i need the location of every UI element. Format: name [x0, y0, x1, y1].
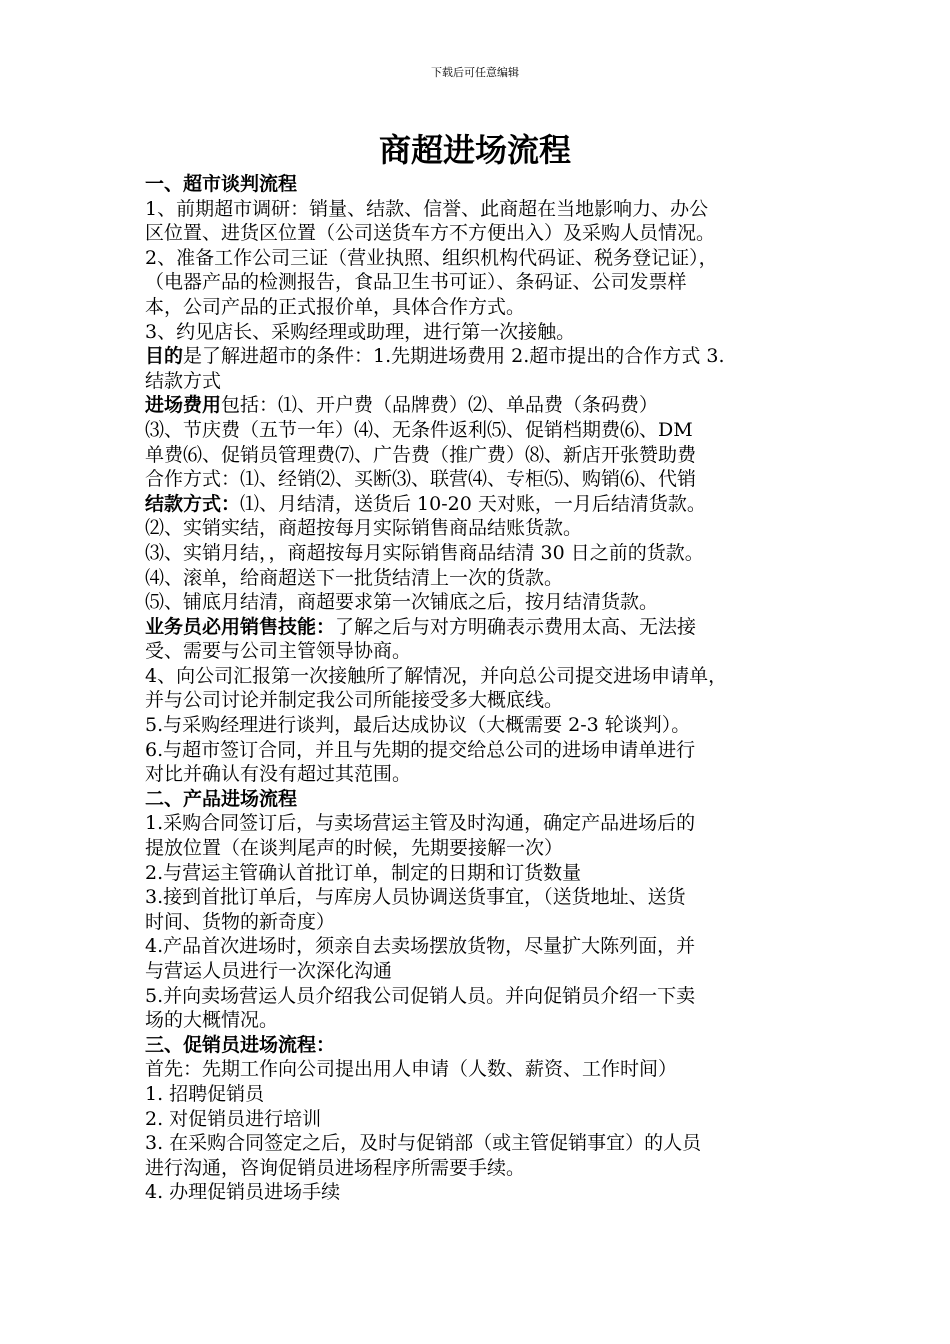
body-line [145, 418, 820, 443]
line-text: 1.采购合同签订后，与卖场营运主管及时沟通，确定产品进场后的 [145, 812, 696, 835]
body-line [145, 566, 820, 591]
line-text: 对比并确认有没有超过其范围。 [145, 763, 412, 786]
line-text: 与营运人员进行一次深化沟通 [145, 960, 393, 982]
body-line [145, 811, 820, 836]
body-line [145, 1131, 820, 1156]
body-line [145, 443, 820, 468]
line-text: 2. 对促销员进行培训 [145, 1107, 322, 1130]
body-line [145, 1156, 820, 1181]
body-line [145, 934, 820, 959]
body-line [145, 738, 820, 763]
line-text: 5.并向卖场营运人员介绍我公司促销人员。并向促销员介绍一下卖 [145, 984, 696, 1007]
line-text: 结款方式 [145, 369, 222, 392]
line-text: 是了解进超市的条件：1.先期进场费用 2.超市提出的合作方式 3. [183, 345, 725, 368]
body-line [145, 959, 820, 984]
body-line [145, 369, 820, 394]
line-text: 提放位置（在谈判尾声的时候，先期要接解一次） [145, 837, 564, 860]
body-line [145, 393, 820, 418]
line-text: 3. 在采购合同签定之后，及时与促销部（或主管促销事宜）的人员 [145, 1132, 702, 1155]
body-line [145, 762, 820, 787]
body-line [145, 492, 820, 517]
page-header: 下载后可任意编辑 [431, 66, 519, 79]
body-line [145, 713, 820, 738]
line-text: 场的大概情况。 [145, 1009, 279, 1032]
line-text: 本，公司产品的正式报价单，具体合作方式。 [145, 295, 526, 318]
document-body [145, 172, 820, 1205]
line-text: 受、需要与公司主管领导协商。 [145, 640, 412, 663]
section-heading: 一、超市谈判流程 [145, 173, 298, 195]
line-text: 合作方式：⑴、经销⑵、买断⑶、联营⑷、专柜⑸、购销⑹、代销 [145, 468, 697, 491]
body-line [145, 688, 820, 713]
line-text: 首先：先期工作向公司提出用人申请（人数、薪资、工作时间） [145, 1058, 678, 1081]
line-text: 6.与超市签订合同，并且与先期的提交给总公司的进场申请单进行 [145, 738, 696, 761]
line-text: 并与公司讨论并制定我公司所能接受多大概底线。 [145, 689, 564, 712]
line-text: ⑵、实销实结，商超按每月实际销售商品结账货款。 [145, 517, 583, 540]
line-text: 1、前期超市调研：销量、结款、信誉、此商超在当地影响力、办公 [145, 197, 709, 220]
body-line [145, 1180, 820, 1205]
line-text: ⑸、铺底月结清，商超要求第一次铺底之后，按月结清货款。 [145, 591, 659, 614]
body-line [145, 295, 820, 320]
body-line [145, 885, 820, 910]
line-text: 2、准备工作公司三证（营业执照、组织机构代码证、税务登记证）， [145, 246, 718, 269]
line-text: （电器产品的检测报告，食品卫生书可证）、条码证、公司发票样 [145, 271, 687, 294]
body-line [145, 221, 820, 246]
line-text: 4、向公司汇报第一次接触所了解情况，并向总公司提交进场申请单， [145, 664, 728, 687]
line-text: 5.与采购经理进行谈判，最后达成协议（大概需要 2-3 轮谈判）。 [145, 714, 691, 737]
line-text: 3、约见店长、采购经理或助理，进行第一次接触。 [145, 320, 576, 343]
body-line [145, 836, 820, 861]
body-line [145, 541, 820, 566]
line-text: 2.与营运主管确认首批订单，制定的日期和订货数量 [145, 861, 582, 884]
bold-label: 业务员必用销售技能： [145, 615, 336, 638]
section-heading: 二、产品进场流程 [145, 787, 298, 810]
line-text: 了解之后与对方明确表示费用太高、无法接 [335, 615, 697, 638]
line-text: 包括：⑴、开户费（品牌费）⑵、单品费（条码费） [221, 394, 659, 417]
line-text: 3.接到首批订单后，与库房人员协调送货事宜，（送货地址、送货 [145, 886, 686, 909]
section-heading: 三、促销员进场流程： [145, 1033, 336, 1056]
document-title: 商超进场流程 [378, 131, 571, 169]
body-line [145, 615, 820, 640]
body-line [145, 344, 820, 369]
line-text: 单费⑹、促销员管理费⑺、广告费（推广费）⑻、新店开张赞助费 [145, 443, 697, 466]
body-line [145, 910, 820, 935]
body-line [145, 639, 820, 664]
body-line [145, 516, 820, 541]
line-text: ⑶、实销月结，，商超按每月实际销售商品结清 30 日之前的货款。 [145, 541, 704, 564]
body-line [145, 984, 820, 1009]
body-line [145, 590, 820, 615]
body-line [145, 467, 820, 492]
body-line [145, 320, 820, 345]
body-line [145, 246, 820, 271]
line-text: 4. 办理促销员进场手续 [145, 1181, 341, 1204]
body-line [145, 1082, 820, 1107]
body-line [145, 1057, 820, 1082]
line-text: 时间、货物的新奇度） [145, 910, 336, 933]
body-line [145, 270, 820, 295]
line-text: 进行沟通，咨询促销员进场程序所需要手续。 [145, 1156, 526, 1179]
line-text: ⑷、滚单，给商超送下一批货结清上一次的货款。 [145, 566, 564, 589]
body-line [145, 197, 820, 222]
bold-label: 结款方式： [145, 492, 241, 515]
line-text: 区位置、进货区位置（公司送货车方不方便出入）及采购人员情况。 [145, 222, 716, 245]
line-text: 4.产品首次进场时，须亲自去卖场摆放货物，尽量扩大陈列面，并 [145, 935, 696, 958]
body-line [145, 861, 820, 886]
bold-label: 目的 [145, 345, 184, 368]
body-line [145, 664, 820, 689]
line-text: ⑶、节庆费（五节一年）⑷、无条件返利⑸、促销档期费⑹、DM [145, 418, 693, 441]
body-line [145, 1008, 820, 1033]
body-line [145, 1107, 820, 1132]
bold-label: 进场费用 [145, 394, 222, 417]
line-text: ⑴、月结清，送货后 10-20 天对账，一月后结清货款。 [240, 492, 706, 515]
line-text: 1. 招聘促销员 [145, 1082, 265, 1105]
